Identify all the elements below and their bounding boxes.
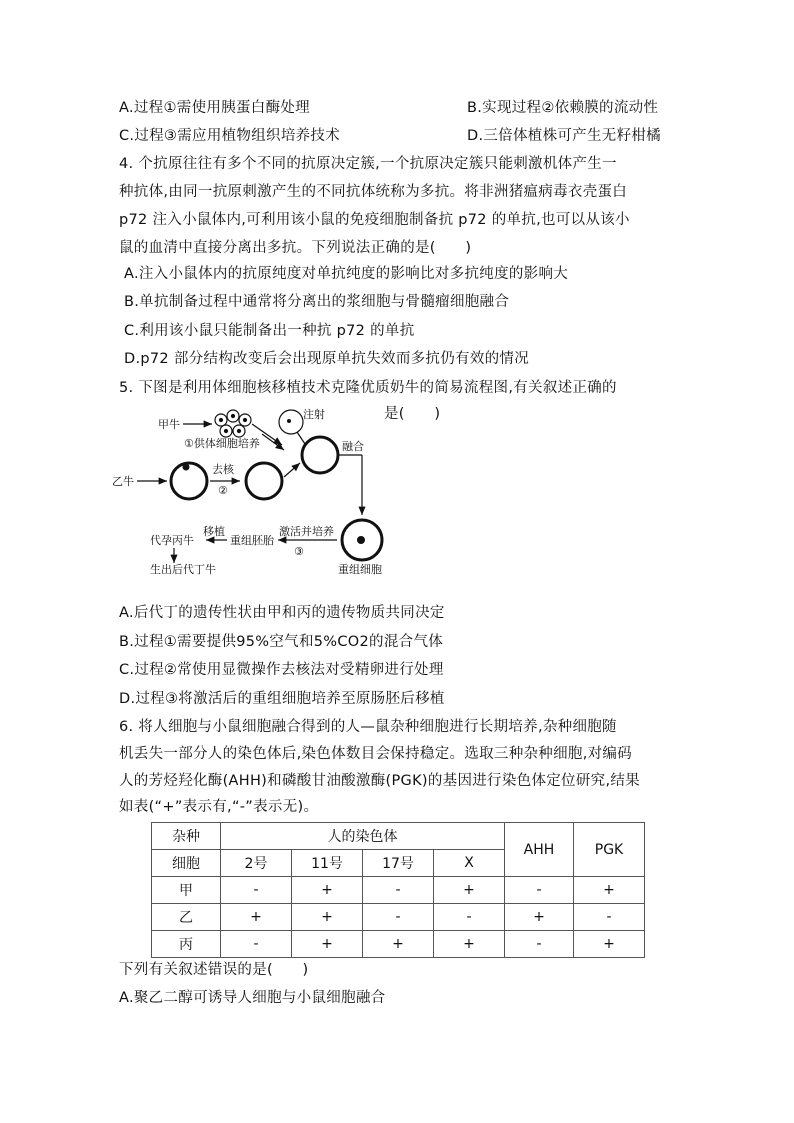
- table-row: [152, 931, 645, 958]
- q4-stem-line: 鼠的血清中直接分离出多抗。下列说法正确的是( ): [119, 240, 472, 256]
- q4-option-b: B.单抗制备过程中通常将分离出的浆细胞与骨髓瘤细胞融合: [124, 294, 510, 310]
- table-cell: -: [505, 931, 574, 958]
- q5-option-b: B.过程①需要提供95%空气和5%CO2的混合气体: [119, 634, 444, 650]
- table-row: [152, 877, 645, 904]
- arrow-to-fusion: [284, 463, 300, 477]
- label-recombinant-embryo: 重组胚胎: [230, 534, 274, 547]
- donor-cells-icon: [215, 410, 251, 437]
- header-pgk: PGK: [574, 823, 645, 877]
- row-name: 乙: [152, 904, 221, 931]
- q6-stem-line: 6. 将人细胞与小鼠细胞融合得到的人—鼠杂种细胞进行长期培养,杂种细胞随: [119, 719, 617, 735]
- q6-stem-line: 如表(“+”表示有,“-”表示无)。: [119, 799, 319, 815]
- q5-option-d: D.过程③将激活后的重组细胞培养至原肠胚后移植: [119, 691, 445, 707]
- table-cell: -: [434, 904, 505, 931]
- label-activate-culture: 激活并培养: [279, 525, 334, 538]
- header-human-chromosomes: 人的染色体: [221, 823, 505, 850]
- q3-option-a: A.过程①需使用胰蛋白酶处理: [119, 100, 310, 116]
- q6-stem-line: 人的芳烃羟化酶(AHH)和磷酸甘油酸激酶(PGK)的基因进行染色体定位研究,结果: [119, 773, 640, 789]
- q5-stem-line: 是( ): [384, 406, 441, 422]
- label-injection: 注射: [303, 408, 325, 421]
- q4-option-c: C.利用该小鼠只能制备出一种抗 p72 的单抗: [124, 323, 415, 339]
- label-donor-culture: ①供体细胞培养: [184, 437, 260, 450]
- table-cell: +: [292, 904, 363, 931]
- q4-stem-line: 种抗体,由同一抗原刺激产生的不同抗体统称为多抗。将非洲猪瘟病毒衣壳蛋白: [119, 184, 628, 200]
- q5-stem-line: 5. 下图是利用体细胞核移植技术克隆优质奶牛的简易流程图,有关叙述正确的: [119, 380, 617, 396]
- table-cell: +: [221, 904, 292, 931]
- q4-option-a: A.注入小鼠体内的抗原纯度对单抗纯度的影响比对多抗纯度的影响大: [124, 266, 569, 282]
- label-surrogate-cow: 代孕丙牛: [150, 534, 194, 547]
- table-cell: +: [292, 877, 363, 904]
- q6-prompt: 下列有关叙述错误的是( ): [119, 962, 309, 978]
- header-chrom-17: 17号: [363, 850, 434, 877]
- header-chrom-11: 11号: [292, 850, 363, 877]
- table-cell: -: [221, 877, 292, 904]
- table-cell: -: [363, 877, 434, 904]
- header-chrom-x: X: [434, 850, 505, 877]
- q5-option-a: A.后代丁的遗传性状由甲和丙的遗传物质共同决定: [119, 605, 445, 621]
- header-cell: 细胞: [152, 850, 221, 877]
- label-enucleation: 去核: [212, 463, 234, 476]
- label-transfer: 移植: [203, 525, 225, 538]
- table-cell: +: [363, 931, 434, 958]
- table-cell: -: [574, 904, 645, 931]
- label-step3: ③: [294, 545, 304, 558]
- q3-option-c: C.过程③需应用植物组织培养技术: [119, 128, 341, 144]
- table-cell: +: [434, 877, 505, 904]
- label-yi-cow: 乙牛: [112, 475, 134, 488]
- q3-option-b: B.实现过程②依赖膜的流动性: [467, 100, 659, 116]
- label-offspring: 生出后代丁牛: [150, 563, 216, 576]
- q6-stem-line: 机丢失一部分人的染色体后,染色体数目会保持稳定。选取三种杂种细胞,对编码: [119, 746, 633, 762]
- q3-option-d: D.三倍体植株可产生无籽柑橘: [467, 128, 661, 144]
- table-cell: -: [221, 931, 292, 958]
- table-cell: -: [505, 877, 574, 904]
- header-hybrid: 杂种: [152, 823, 221, 850]
- arrow-inject: [262, 434, 284, 450]
- cloning-flow-diagram: [112, 405, 402, 585]
- table-cell: +: [434, 931, 505, 958]
- label-fusion: 融合: [342, 440, 364, 453]
- header-chrom-2: 2号: [221, 850, 292, 877]
- table-cell: +: [292, 931, 363, 958]
- chromosome-table: [151, 822, 645, 958]
- q4-stem-line: 4. 个抗原往往有多个不同的抗原决定簇,一个抗原决定簇只能刺激机体产生一: [119, 156, 617, 172]
- table-cell: +: [505, 904, 574, 931]
- injection-needle-icon: [279, 410, 303, 434]
- label-recombinant-cell: 重组细胞: [338, 563, 382, 576]
- q4-stem-line: p72 注入小鼠体内,可利用该小鼠的免疫细胞制备抗 p72 的单抗,也可以从该小: [119, 212, 630, 228]
- table-cell: -: [363, 904, 434, 931]
- header-ahh: AHH: [505, 823, 574, 877]
- row-name: 甲: [152, 877, 221, 904]
- table-cell: +: [574, 931, 645, 958]
- table-row: [152, 904, 645, 931]
- table-cell: +: [574, 877, 645, 904]
- row-name: 丙: [152, 931, 221, 958]
- q4-option-d: D.p72 部分结构改变后会出现原单抗失效而多抗仍有效的情况: [124, 351, 530, 367]
- fused-cell-icon: [302, 437, 338, 473]
- label-jia-cow: 甲牛: [158, 418, 180, 431]
- q5-option-c: C.过程②常使用显微操作去核法对受精卵进行处理: [119, 662, 444, 678]
- q6-option-a: A.聚乙二醇可诱导人细胞与小鼠细胞融合: [119, 990, 386, 1006]
- label-step2: ②: [218, 484, 228, 497]
- enucleated-oocyte-icon: [246, 463, 282, 499]
